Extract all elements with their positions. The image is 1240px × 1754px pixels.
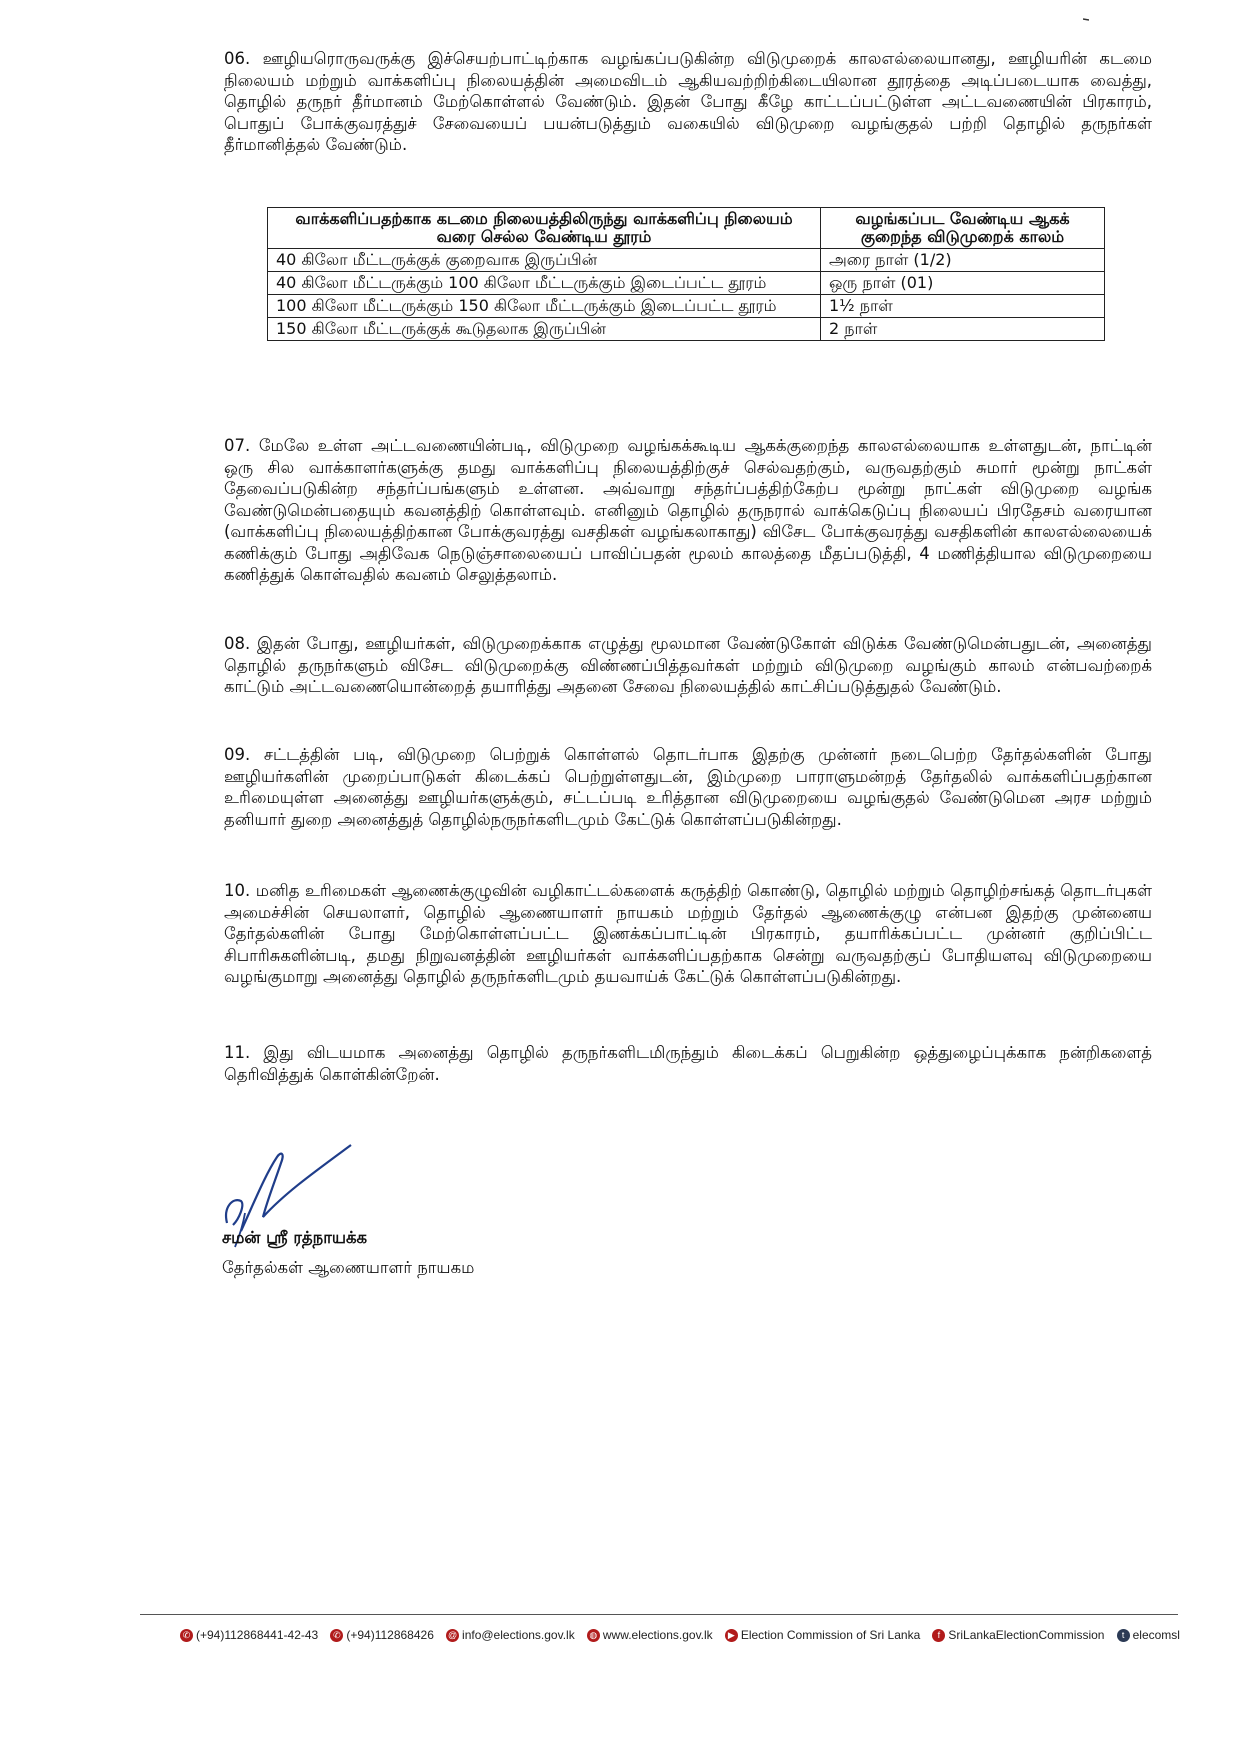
paragraph-10: 10. மனித உரிமைகள் ஆணைக்குழுவின் வழிகாட்டல்களைக் கருத்திற் கொண்டு, தொழில் மற்றும் தொழிற்சங்கத் தொடர்புகள் அமைச்சின் செயலாளர், தொழில் ஆணையாளர் நாயகம் மற்றும் தேர்தல் ஆணைக்குழு என்பன இதற்கு முன்னைய தேர்தல்களின் போது மேற்கொள்ளப்பட்ட இணக்கப்பாட்டின் பிரகாரம், தயாரிக்கப்பட்ட முன்னர் குறிப்பிட்ட சிபாரிசுகளின்படி, தமது நிறுவனத்தின் ஊழியர்கள் வாக்களிப்பதற்காக சென்று வருவதற்குப் போதியளவு விடுமுறையை வழங்குமாறு அனைத்து தொழில் தருநர்களிடமும் தயவாய்க் கேட்டுக் கொள்ளப்படுகின்றது. — [224, 881, 1152, 986]
footer-youtube-text: Election Commission of Sri Lanka — [740, 1628, 921, 1642]
footer-web-text: www.elections.gov.lk — [602, 1628, 713, 1642]
footer-divider — [140, 1614, 1178, 1615]
footer-twitter-link[interactable] — [1117, 1628, 1180, 1642]
footer-email-link[interactable] — [446, 1628, 575, 1642]
footer-web-link[interactable] — [587, 1628, 713, 1642]
table-cell-distance: 40 கிலோ மீட்டருக்கும் 100 கிலோ மீட்டருக்கும் இடைப்பட்ட தூரம் — [268, 272, 821, 295]
footer-facebook-text: SriLankaElectionCommission — [948, 1628, 1105, 1642]
footer-phone[interactable] — [180, 1628, 318, 1642]
table-row — [268, 295, 1105, 318]
footer-phone-text: (+94)112868441-42-43 — [196, 1628, 319, 1642]
paragraph-08: 08. இதன் போது, ஊழியர்கள், விடுமுறைக்காக எழுத்து மூலமான வேண்டுகோள் விடுக்க வேண்டுமென்பதுடன், அனைத்து தொழில் தருநர்களும் விசேட விடுமுறைக்கு விண்ணப்பித்தவர்கள் மற்றும் விடுமுறை வழங்கும் காலம் என்பவற்றைக் காட்டும் அட்டவணையொன்றைத் தயாரித்து அதனை சேவை நிலையத்தில் காட்சிப்படுத்துதல் வேண்டும். — [224, 634, 1152, 696]
table-cell-leave: அரை நாள் (1/2) — [821, 249, 1105, 272]
footer-email-text: info@elections.gov.lk — [462, 1628, 575, 1642]
paragraph-11: 11. இது விடயமாக அனைத்து தொழில் தருநர்களிடமிருந்தும் கிடைக்கப் பெறுகின்ற ஒத்துழைப்புக்காக நன்றிகளைத் தெரிவித்துக் கொள்கின்றேன். — [224, 1043, 1152, 1084]
table-header-row — [268, 208, 1105, 249]
table-row — [268, 272, 1105, 295]
fax-icon: ✆ — [330, 1629, 343, 1642]
table-header-leave: வழங்கப்பட வேண்டிய ஆகக் குறைந்த விடுமுறைக் காலம் — [821, 208, 1105, 249]
footer-twitter-text: elecomsl — [1132, 1628, 1180, 1642]
leave-distance-table — [267, 207, 1105, 341]
footer-youtube-link[interactable] — [725, 1628, 920, 1642]
table-row — [268, 249, 1105, 272]
table-cell-leave: ஒரு நாள் (01) — [821, 272, 1105, 295]
paragraph-06: 06. ஊழியரொருவருக்கு இச்செயற்பாட்டிற்காக வழங்கப்படுகின்ற விடுமுறைக் காலஎல்லையானது, ஊழியரின் கடமை நிலையம் மற்றும் வாக்களிப்பு நிலையத்தின் அமைவிடம் ஆகியவற்றிற்கிடையிலான தூரத்தை அடிப்படையாக வைத்து, தொழில் தருநர் தீர்மானம் மேற்கொள்ளல் வேண்டும். இதன் போது கீழே காட்டப்பட்டுள்ள அட்டவணையின் பிரகாரம், பொதுப் போக்குவரத்துச் சேவையைப் பயன்படுத்தும் வகையில் விடுமுறை வழங்குதல் பற்றி தொழில் தருநர்கள் தீர்மானித்தல் வேண்டும். — [224, 49, 1152, 154]
table-cell-distance: 40 கிலோ மீட்டருக்குக் குறைவாக இருப்பின் — [268, 249, 821, 272]
footer-fax-text: (+94)112868426 — [346, 1628, 434, 1642]
table-cell-leave: 2 நாள் — [821, 318, 1105, 341]
phone-icon: ✆ — [180, 1629, 193, 1642]
table-row — [268, 318, 1105, 341]
youtube-icon: ▶ — [725, 1629, 738, 1642]
table-cell-distance: 150 கிலோ மீட்டருக்குக் கூடுதலாக இருப்பின் — [268, 318, 821, 341]
signatory-name: சமன் ஸ்ரீ ரத்நாயக்க — [222, 1228, 368, 1247]
table-header-distance: வாக்களிப்பதற்காக கடமை நிலையத்திலிருந்து வாக்களிப்பு நிலையம் வரை செல்ல வேண்டிய தூரம் — [268, 208, 821, 249]
footer-contacts — [180, 1628, 1180, 1642]
corner-mark — [1083, 6, 1089, 9]
paragraph-07: 07. மேலே உள்ள அட்டவணையின்படி, விடுமுறை வழங்கக்கூடிய ஆகக்குறைந்த காலஎல்லையாக உள்ளதுடன், நாட்டின் ஒரு சில வாக்காளர்களுக்கு தமது வாக்களிப்பு நிலையத்திற்குச் செல்வதற்கும், வருவதற்கும் சுமார் மூன்று நாட்கள் தேவைப்படுகின்ற சந்தர்ப்பங்களும் உள்ளன. அவ்வாறு சந்தர்ப்பத்திற்கேற்ப மூன்று நாட்கள் விடுமுறை வழங்க வேண்டுமென்பதையும் கவனத்திற் கொள்ளவும். எனினும் தொழில் தருநரால் வாக்கெடுப்பு நிலையப் பிரதேசம் வரையான (வாக்களிப்பு நிலையத்திற்கான போக்குவரத்து வசதிகள் வழங்கலாகாது) விசேட போக்குவரத்து வசதிகளின் காலஎல்லையைக் கணிக்கும் போது அதிவேக நெடுஞ்சாலையைப் பாவிப்பதன் மூலம் காலத்தை மீதப்படுத்தி, 4 மணித்தியால விடுமுறையை கணித்துக் கொள்வதில் கவனம் செலுத்தலாம். — [224, 436, 1152, 584]
table-cell-distance: 100 கிலோ மீட்டருக்கும் 150 கிலோ மீட்டருக்கும் இடைப்பட்ட தூரம் — [268, 295, 821, 318]
signatory-title: தேர்தல்கள் ஆணையாளர் நாயகம — [222, 1258, 475, 1277]
footer-facebook-link[interactable] — [932, 1628, 1104, 1642]
footer-fax[interactable] — [330, 1628, 434, 1642]
twitter-icon: t — [1117, 1629, 1130, 1642]
facebook-icon: f — [932, 1629, 945, 1642]
email-icon: @ — [447, 1629, 458, 1640]
paragraph-09: 09. சட்டத்தின் படி, விடுமுறை பெற்றுக் கொள்ளல் தொடர்பாக இதற்கு முன்னர் நடைபெற்ற தேர்தல்களின் போது ஊழியர்களின் முறைப்பாடுகள் கிடைக்கப் பெற்றுள்ளதுடன், இம்முறை பாராளுமன்றத் தேர்தலில் வாக்களிப்பதற்கான உரிமையுள்ள அனைத்து ஊழியர்களுக்கும், சட்டப்படி உரித்தான விடுமுறையை வழங்குதல் வேண்டுமென அரச மற்றும் தனியார் துறை அனைத்துத் தொழில்நருநர்களிடமும் கேட்டுக் கொள்ளப்படுகின்றது. — [224, 745, 1152, 829]
globe-icon: ◍ — [587, 1629, 600, 1642]
table-cell-leave: 1½ நாள் — [821, 295, 1105, 318]
